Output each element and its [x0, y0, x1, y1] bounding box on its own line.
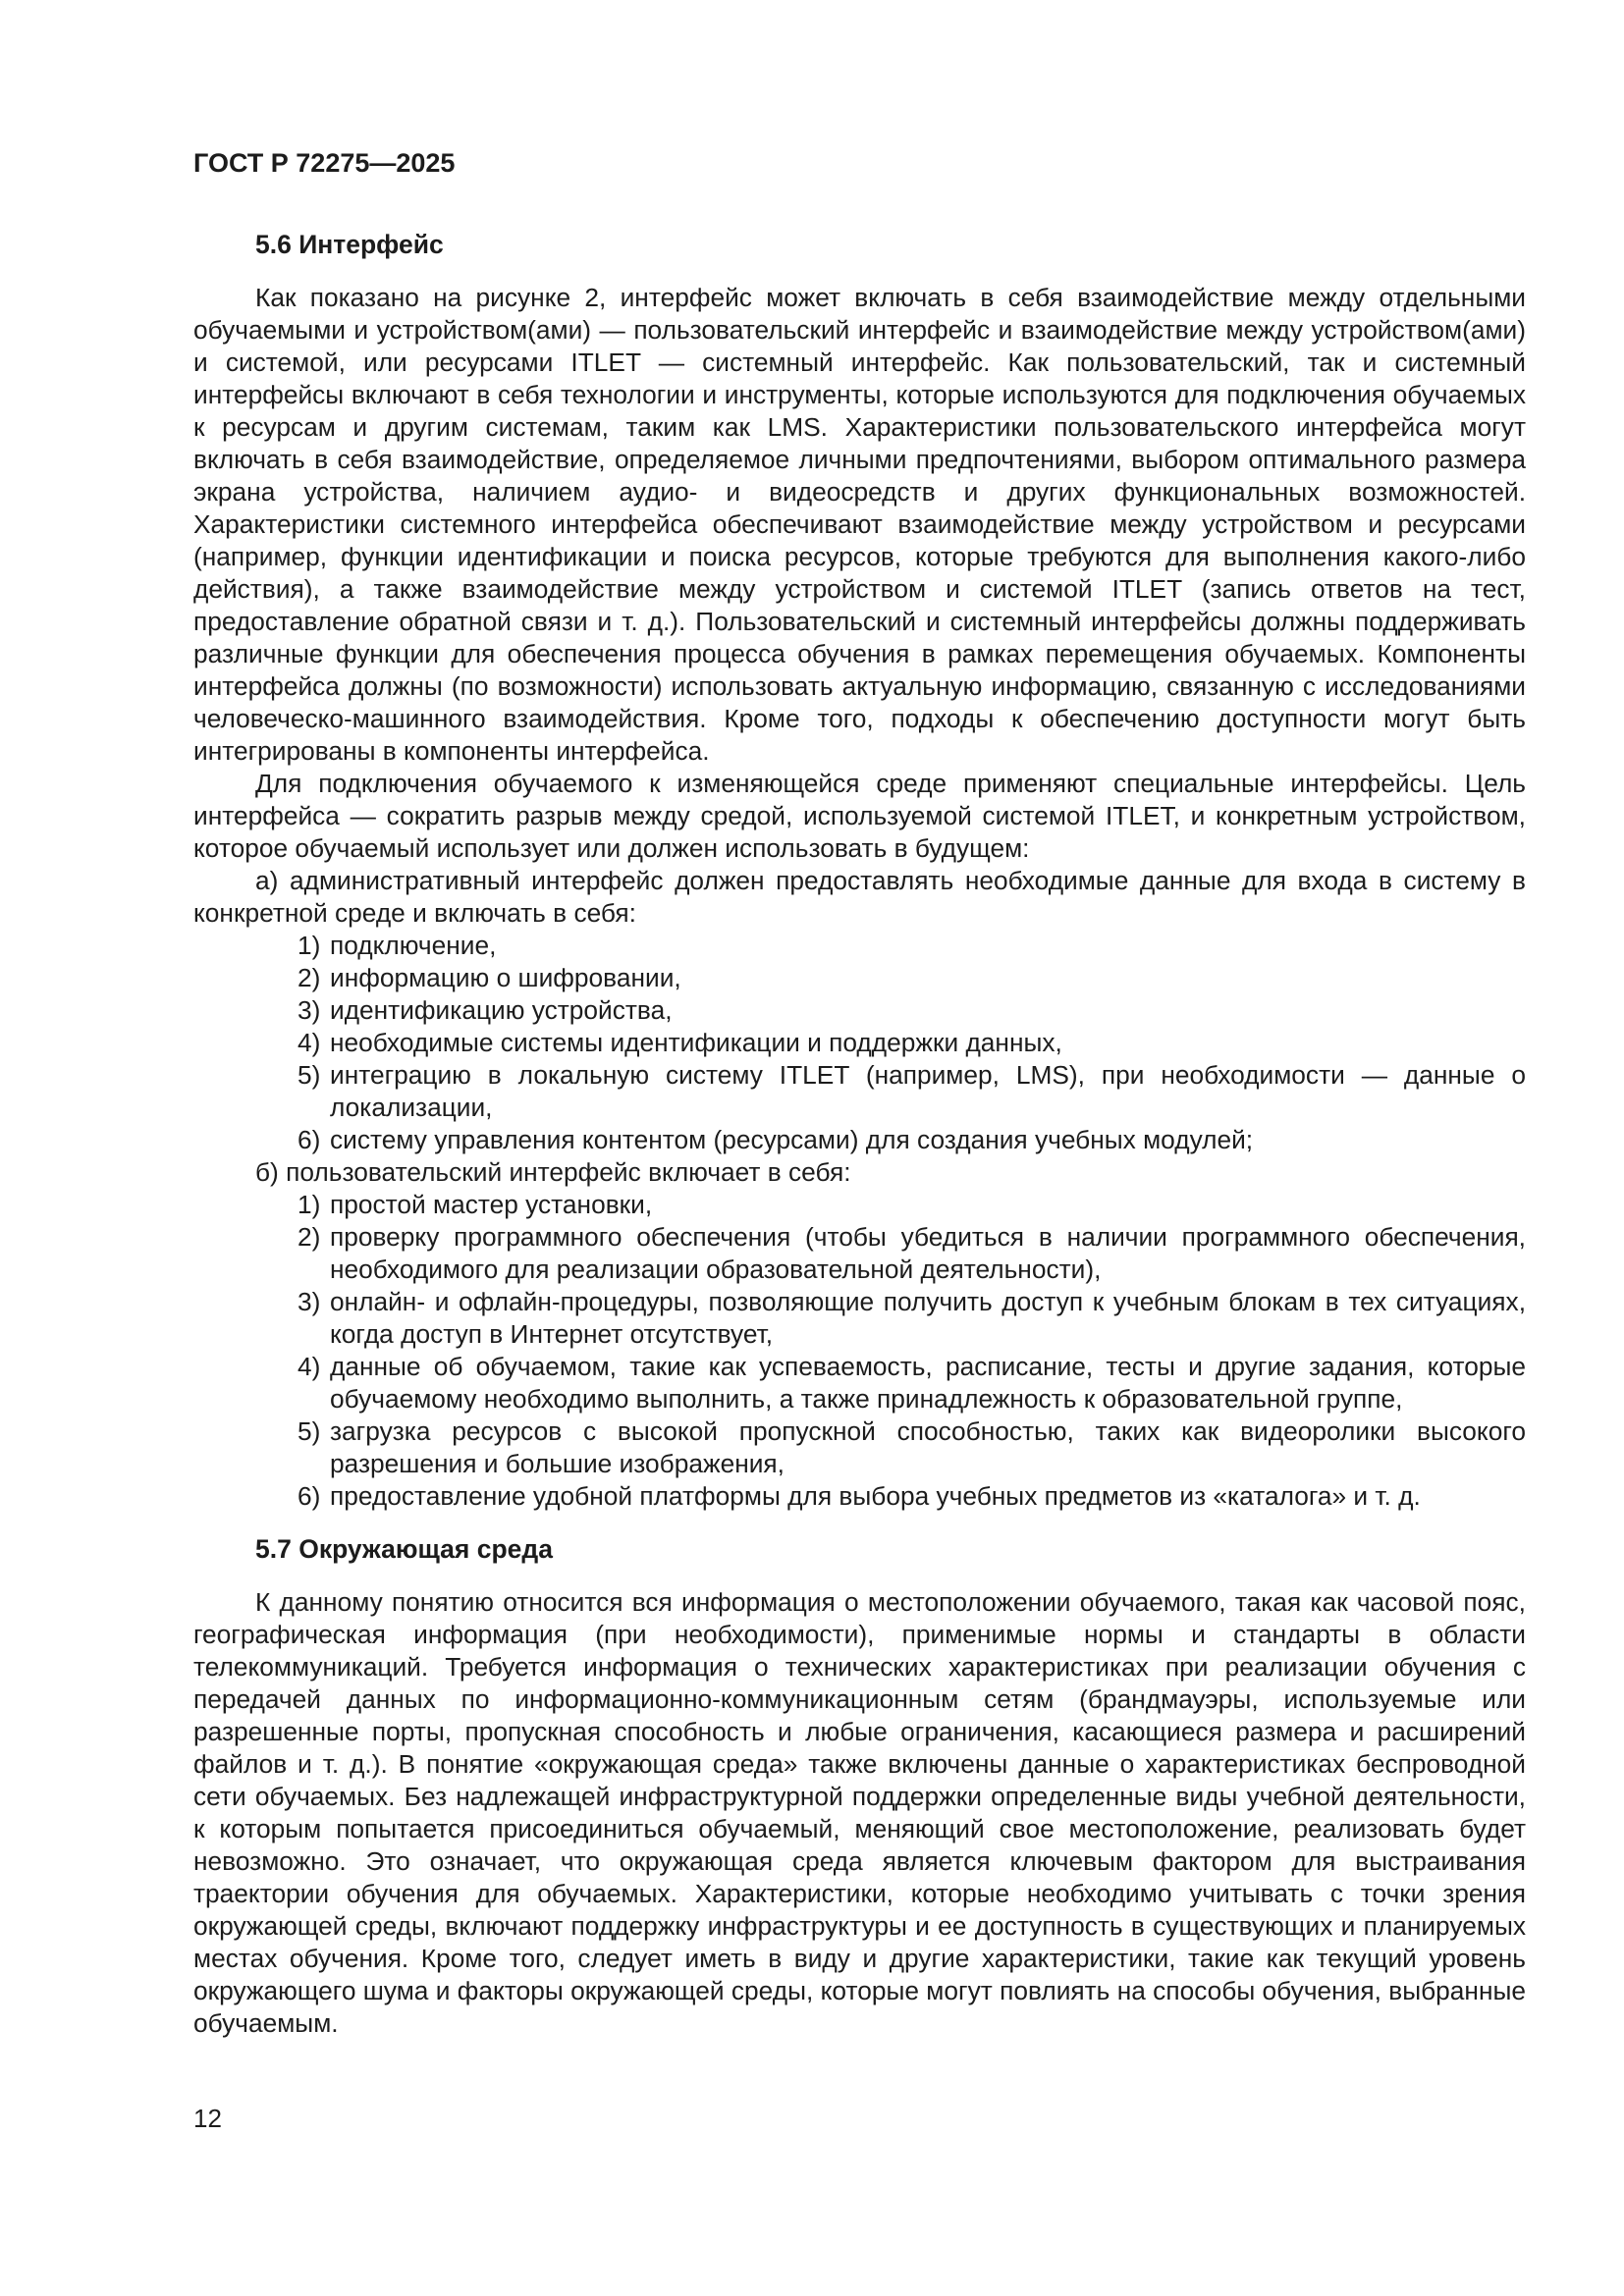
paragraph-interface-purpose: Для подключения обучаемого к изменяющейся среде применяют специальные интерфейсы. Цель интерфейса — сократить разрыв между средой, используемой системой ITLET, и конкретным устройством, которое обучаемый использует или должен использовать в будущем:	[193, 769, 1526, 863]
page-number: 12	[193, 2104, 222, 2133]
sublist-item-text: предоставление удобной платформы для выбора учебных предметов из «каталога» и т. д.	[330, 1481, 1421, 1511]
sublist-item-number: 1)	[298, 1190, 321, 1219]
list-item-administrative-interface: а) административный интерфейс должен предоставлять необходимые данные для входа в систему в конкретной среде и включать в себя:	[193, 866, 1526, 928]
sublist-item	[193, 1189, 1526, 1221]
sublist-item-number: 5)	[298, 1416, 321, 1446]
paragraph-environment: К данному понятию относится вся информация о местоположении обучаемого, такая как часовой пояс, географическая информация (при необходимости), применимые нормы и стандарты в области телекоммуникаций. Требуется информация о технических характеристиках при реализации обучения с передачей данных по информационно-коммуникационным сетям (брандмауэры, используемые или разрешенные порты, пропускная способность и любые ограничения, касающиеся размера и расширений файлов и т. д.). В понятие «окружающая среда» также включены данные о характеристиках беспроводной сети обучаемых. Без надлежащей инфраструктурной поддержки определенные виды учебной деятельности, к которым попытается присоединиться обучаемый, меняющий свое местоположение, реализовать будет невозможно. Это означает, что окружающая среда является ключевым фактором для выстраивания траектории обучения для обучаемых. Характеристики, которые необходимо учитывать с точки зрения окружающей среды, включают поддержку инфраструктуры и ее доступность в существующих и планируемых местах обучения. Кроме того, следует иметь в виду и другие характеристики, такие как текущий уровень окружающего шума и факторы окружающей среды, которые могут повлиять на способы обучения, выбранные обучаемым.	[193, 1587, 1526, 2038]
sublist-item	[193, 930, 1526, 962]
paragraph-interface-overview: Как показано на рисунке 2, интерфейс может включать в себя взаимодействие между отдельными обучаемыми и устройством(ами) — пользовательский интерфейс и взаимодействие между устройством(ами) и системой, или ресурсами ITLET — системный интерфейс. Как пользовательский, так и системный интерфейсы включают в себя технологии и инструменты, которые используются для подключения обучаемых к ресурсам и другим системам, таким как LMS. Характеристики пользовательского интерфейса могут включать в себя взаимодействие, определяемое личными предпочтениями, выбором оптимального размера экрана устройства, наличием аудио- и видеосредств и других функциональных возможностей. Характеристики системного интерфейса обеспечивают взаимодействие между устройством и ресурсами (например, функции идентификации и поиска ресурсов, которые требуются для выполнения какого-либо действия), а также взаимодействие между устройством и системой ITLET (запись ответов на тест, предоставление обратной связи и т. д.). Пользовательский и системный интерфейсы должны поддерживать различные функции для обеспечения процесса обучения в рамках перемещения обучаемых. Компоненты интерфейса должны (по возможности) использовать актуальную информацию, связанную с исследованиями человеческо-машинного взаимодействия. Кроме того, подходы к обеспечению доступности могут быть интегрированы в компоненты интерфейса.	[193, 283, 1526, 766]
sublist-item-number: 4)	[298, 1352, 321, 1381]
sublist-item-number: 2)	[298, 1222, 321, 1252]
sublist-item-text: идентификацию устройства,	[330, 995, 673, 1025]
sublist-item	[193, 1124, 1526, 1156]
sublist-item-number: 6)	[298, 1125, 321, 1154]
list-item-user-interface: б) пользовательский интерфейс включает в себя:	[255, 1157, 851, 1187]
sublist-item-text: необходимые системы идентификации и поддержки данных,	[330, 1028, 1062, 1057]
sublist-item-text: загрузка ресурсов с высокой пропускной способностью, таких как видеоролики высокого разрешения и большие изображения,	[330, 1416, 1526, 1478]
sublist-item-text: простой мастер установки,	[330, 1190, 653, 1219]
sublist-item	[193, 962, 1526, 994]
sublist-item-number: 5)	[298, 1060, 321, 1090]
sublist-item-text: подключение,	[330, 931, 497, 960]
sublist-item-number: 4)	[298, 1028, 321, 1057]
section-heading-environment: 5.7 Окружающая среда	[255, 1534, 553, 1564]
section-heading-interface: 5.6 Интерфейс	[255, 230, 444, 259]
sublist-item-text: интеграцию в локальную систему ITLET (например, LMS), при необходимости — данные о локализации,	[330, 1060, 1526, 1122]
sublist-item	[193, 1059, 1526, 1124]
document-code-header: ГОСТ Р 72275—2025	[193, 148, 456, 178]
sublist-item	[193, 1480, 1526, 1513]
sublist-item-text: онлайн- и офлайн-процедуры, позволяющие получить доступ к учебным блокам в тех ситуациях, когда доступ в Интернет отсутствует,	[330, 1287, 1526, 1349]
sublist-item-number: 3)	[298, 1287, 321, 1316]
sublist-item	[193, 1415, 1526, 1480]
section-spacer	[193, 1513, 1526, 1533]
sublist-item	[193, 1221, 1526, 1286]
sublist-item	[193, 1286, 1526, 1351]
sublist-item-text: данные об обучаемом, такие как успеваемость, расписание, тесты и другие задания, которые обучаемому необходимо выполнить, а также принадлежность к образовательной группе,	[330, 1352, 1526, 1414]
sublist-item	[193, 994, 1526, 1027]
sublist-item-text: систему управления контентом (ресурсами) для создания учебных модулей;	[330, 1125, 1254, 1154]
sublist-item-number: 3)	[298, 995, 321, 1025]
user-interface-sublist	[193, 1189, 1526, 1513]
sublist-item	[193, 1027, 1526, 1059]
sublist-item-number: 1)	[298, 931, 321, 960]
sublist-item-text: информацию о шифровании,	[330, 963, 681, 992]
sublist-item-number: 6)	[298, 1481, 321, 1511]
administrative-interface-sublist	[193, 930, 1526, 1156]
sublist-item-text: проверку программного обеспечения (чтобы убедиться в наличии программного обеспечения, необходимого для реализации образовательной деятельности),	[330, 1222, 1526, 1284]
sublist-item-number: 2)	[298, 963, 321, 992]
sublist-item	[193, 1351, 1526, 1415]
